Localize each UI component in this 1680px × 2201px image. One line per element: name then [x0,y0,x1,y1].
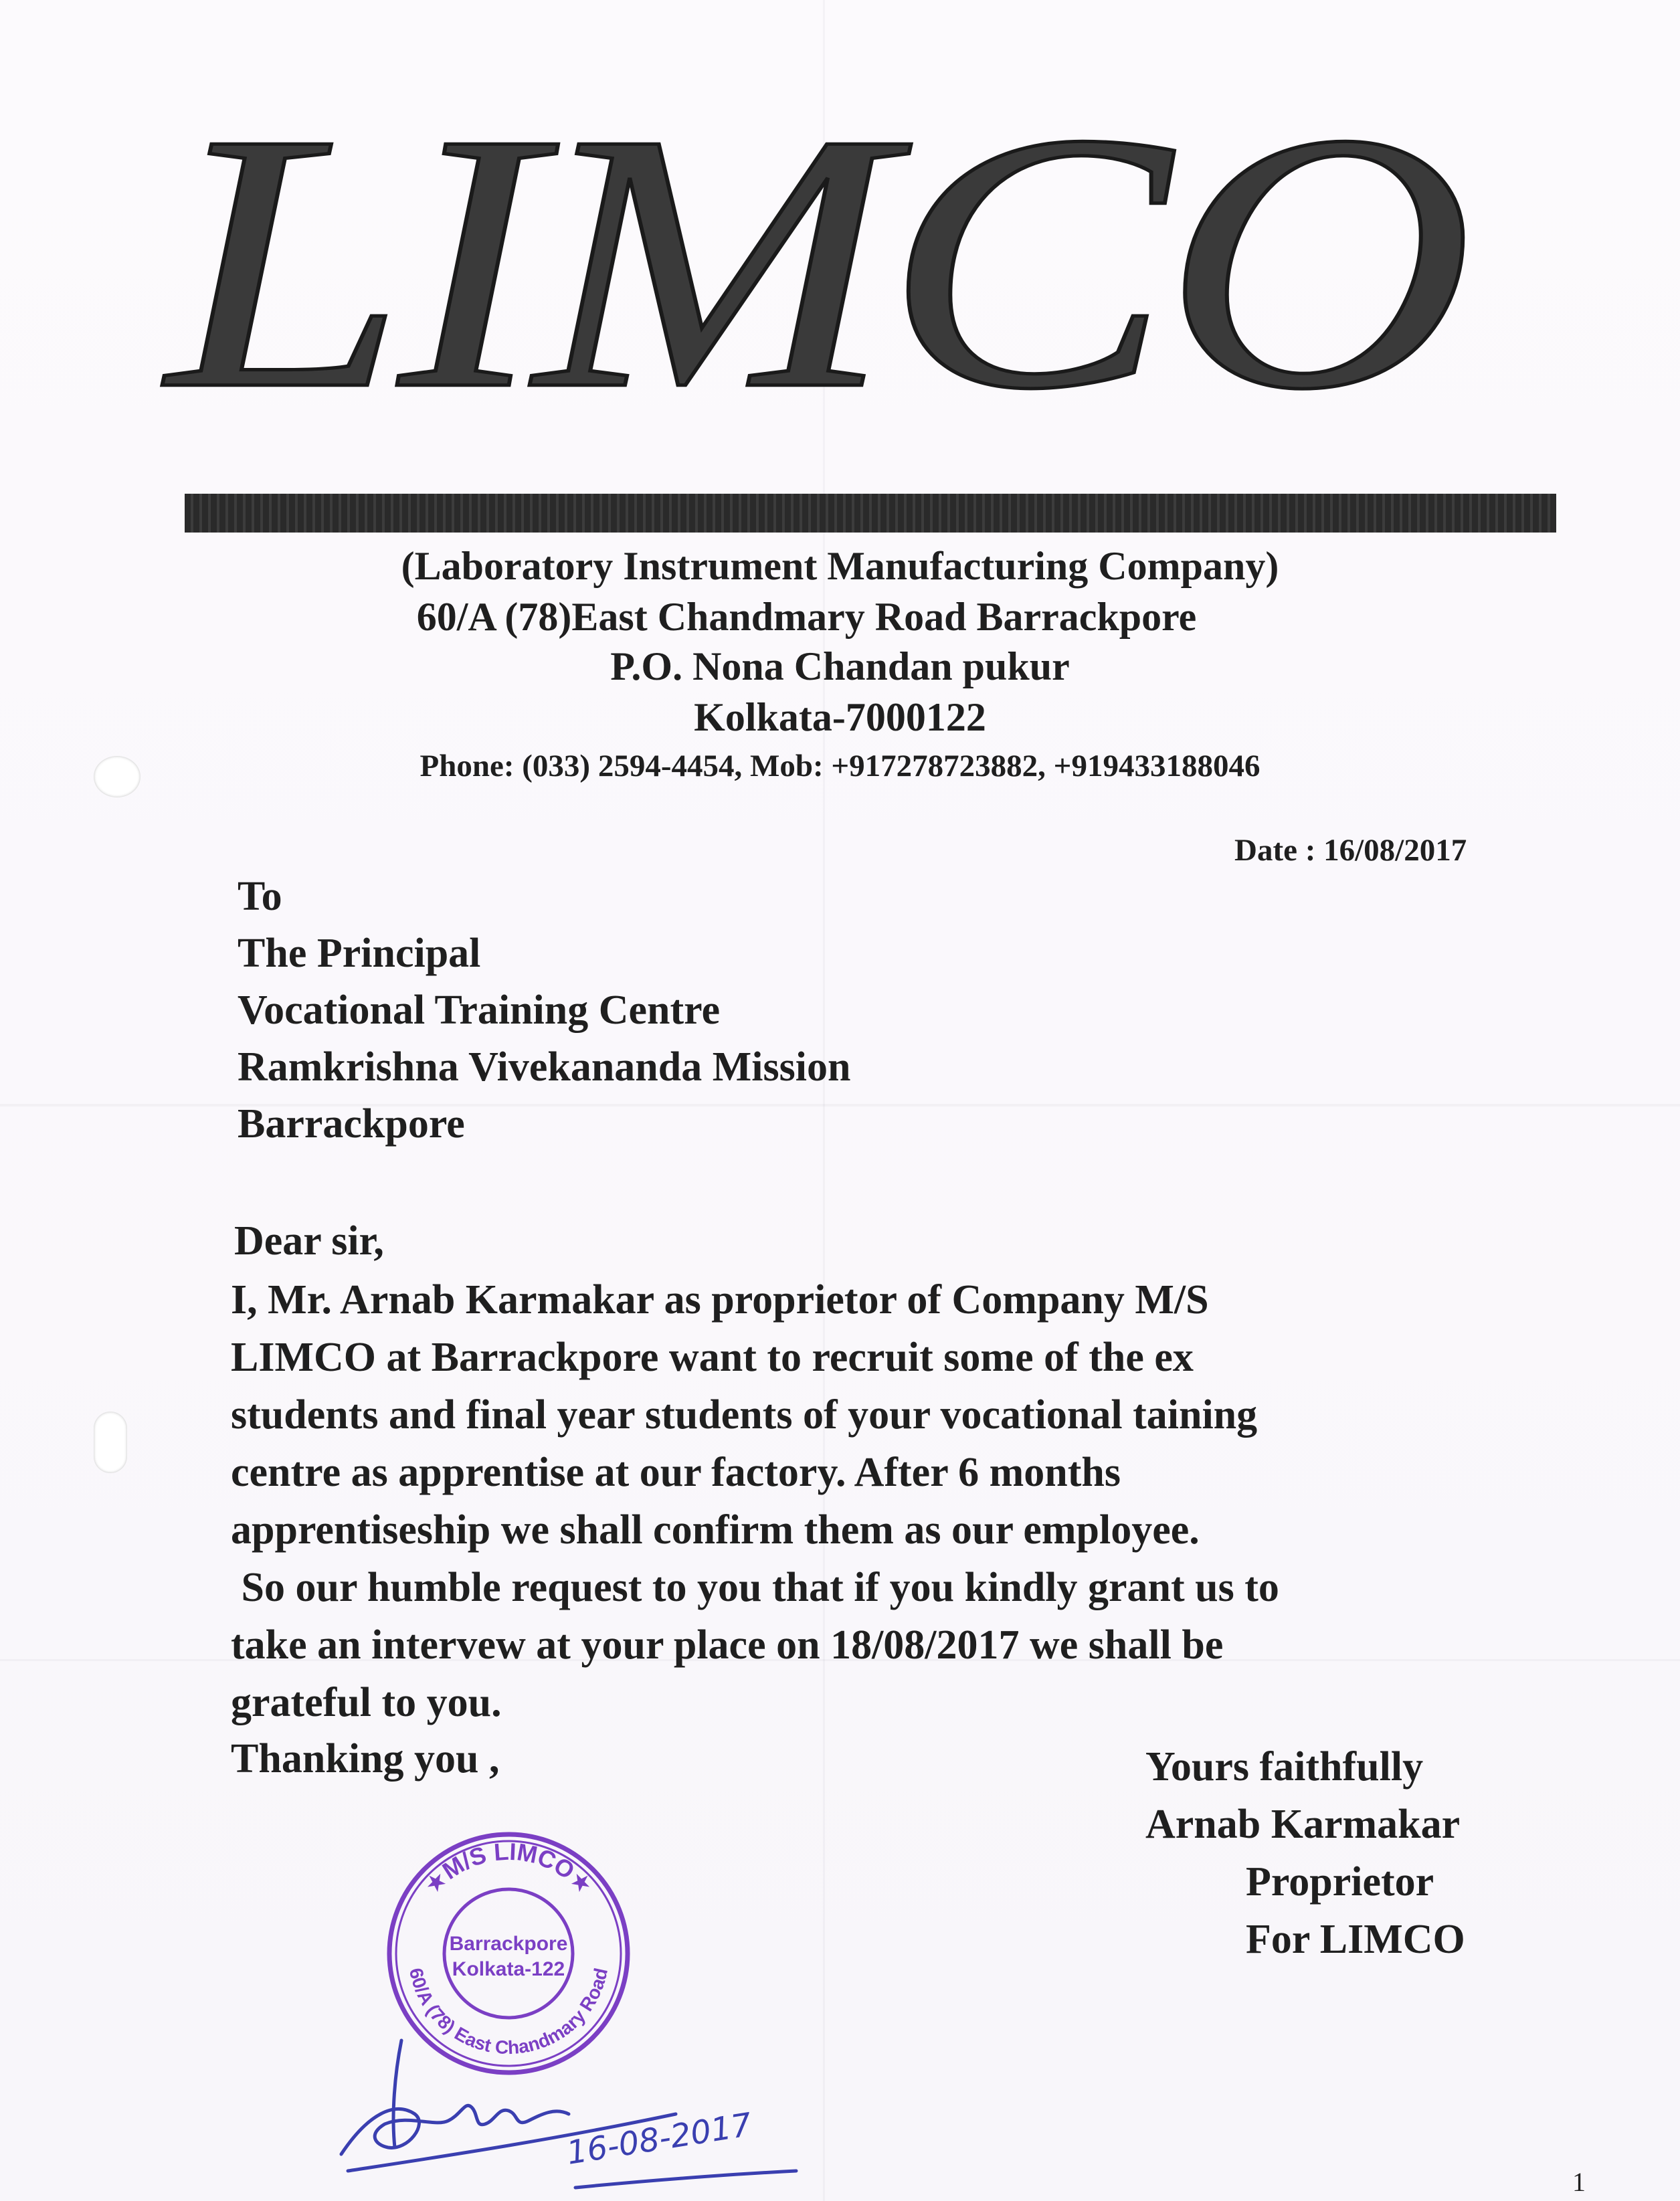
body-line: LIMCO at Barrackpore want to recruit some of the ex [231,1335,1194,1380]
stamp-inner-line-2: Kolkata-122 [452,1958,565,1980]
sign-off-line-1: Yours faithfully [1145,1744,1424,1790]
sign-off-line-3: Proprietor [1246,1859,1434,1905]
recipient-line-4: Barrackpore [238,1101,465,1147]
address-line-2: P.O. Nona Chandan pukur [610,644,1070,688]
signature-stroke [341,2105,569,2154]
stamp-inner-line-1: Barrackpore [449,1933,568,1955]
address-line-1: 60/A (78)East Chandmary Road Barrackpore [416,595,1197,639]
closing: Thanking you , [231,1736,500,1782]
company-logo: LIMCO [167,58,1467,466]
address-line-3: Kolkata-7000122 [694,695,986,739]
handwritten-signature [328,2014,836,2201]
body-line: grateful to you. [231,1680,502,1725]
body-line: I, Mr. Arnab Karmakar as proprietor of Company M/S [231,1277,1209,1323]
body-line: So our humble request to you that if you kindly grant us to [231,1565,1279,1610]
body-line: students and final year students of your vocational taining [231,1392,1258,1438]
contact-line: Phone: (033) 2594-4454, Mob: +917278723882, +919433188046 [419,749,1261,783]
salutation: Dear sir, [234,1218,384,1264]
handwritten-date: 16-08-2017 [564,2105,755,2172]
signature-underline [575,2171,796,2188]
stamp-outer-bottom-text: 60/A (78) East Chandmary Road [405,1966,612,2059]
logo-underline-bar [185,494,1556,533]
recipient-line-1: The Principal [238,931,481,976]
sign-off-line-4: For LIMCO [1246,1917,1465,1962]
recipient-line-3: Ramkrishna Vivekananda Mission [238,1044,851,1090]
signature-stroke [393,2040,401,2147]
body-line: take an intervew at your place on 18/08/2017 we shall be [231,1622,1224,1668]
letter-date: Date : 16/08/2017 [1234,833,1467,868]
punch-hole-bottom [94,1412,127,1473]
body-line: apprentiseship we shall confirm them as our employee. [231,1507,1200,1553]
page-number: 1 [1572,2167,1586,2197]
company-full-name: (Laboratory Instrument Manufacturing Company) [401,544,1279,588]
body-line: centre as apprentise at our factory. After 6 months [231,1450,1121,1495]
stamp-outer-top-text: ★M/S LIMCO★ [418,1837,599,1900]
recipient-line-2: Vocational Training Centre [238,987,721,1033]
recipient-to: To [238,874,282,919]
sign-off-line-2: Arnab Karmakar [1145,1802,1461,1847]
